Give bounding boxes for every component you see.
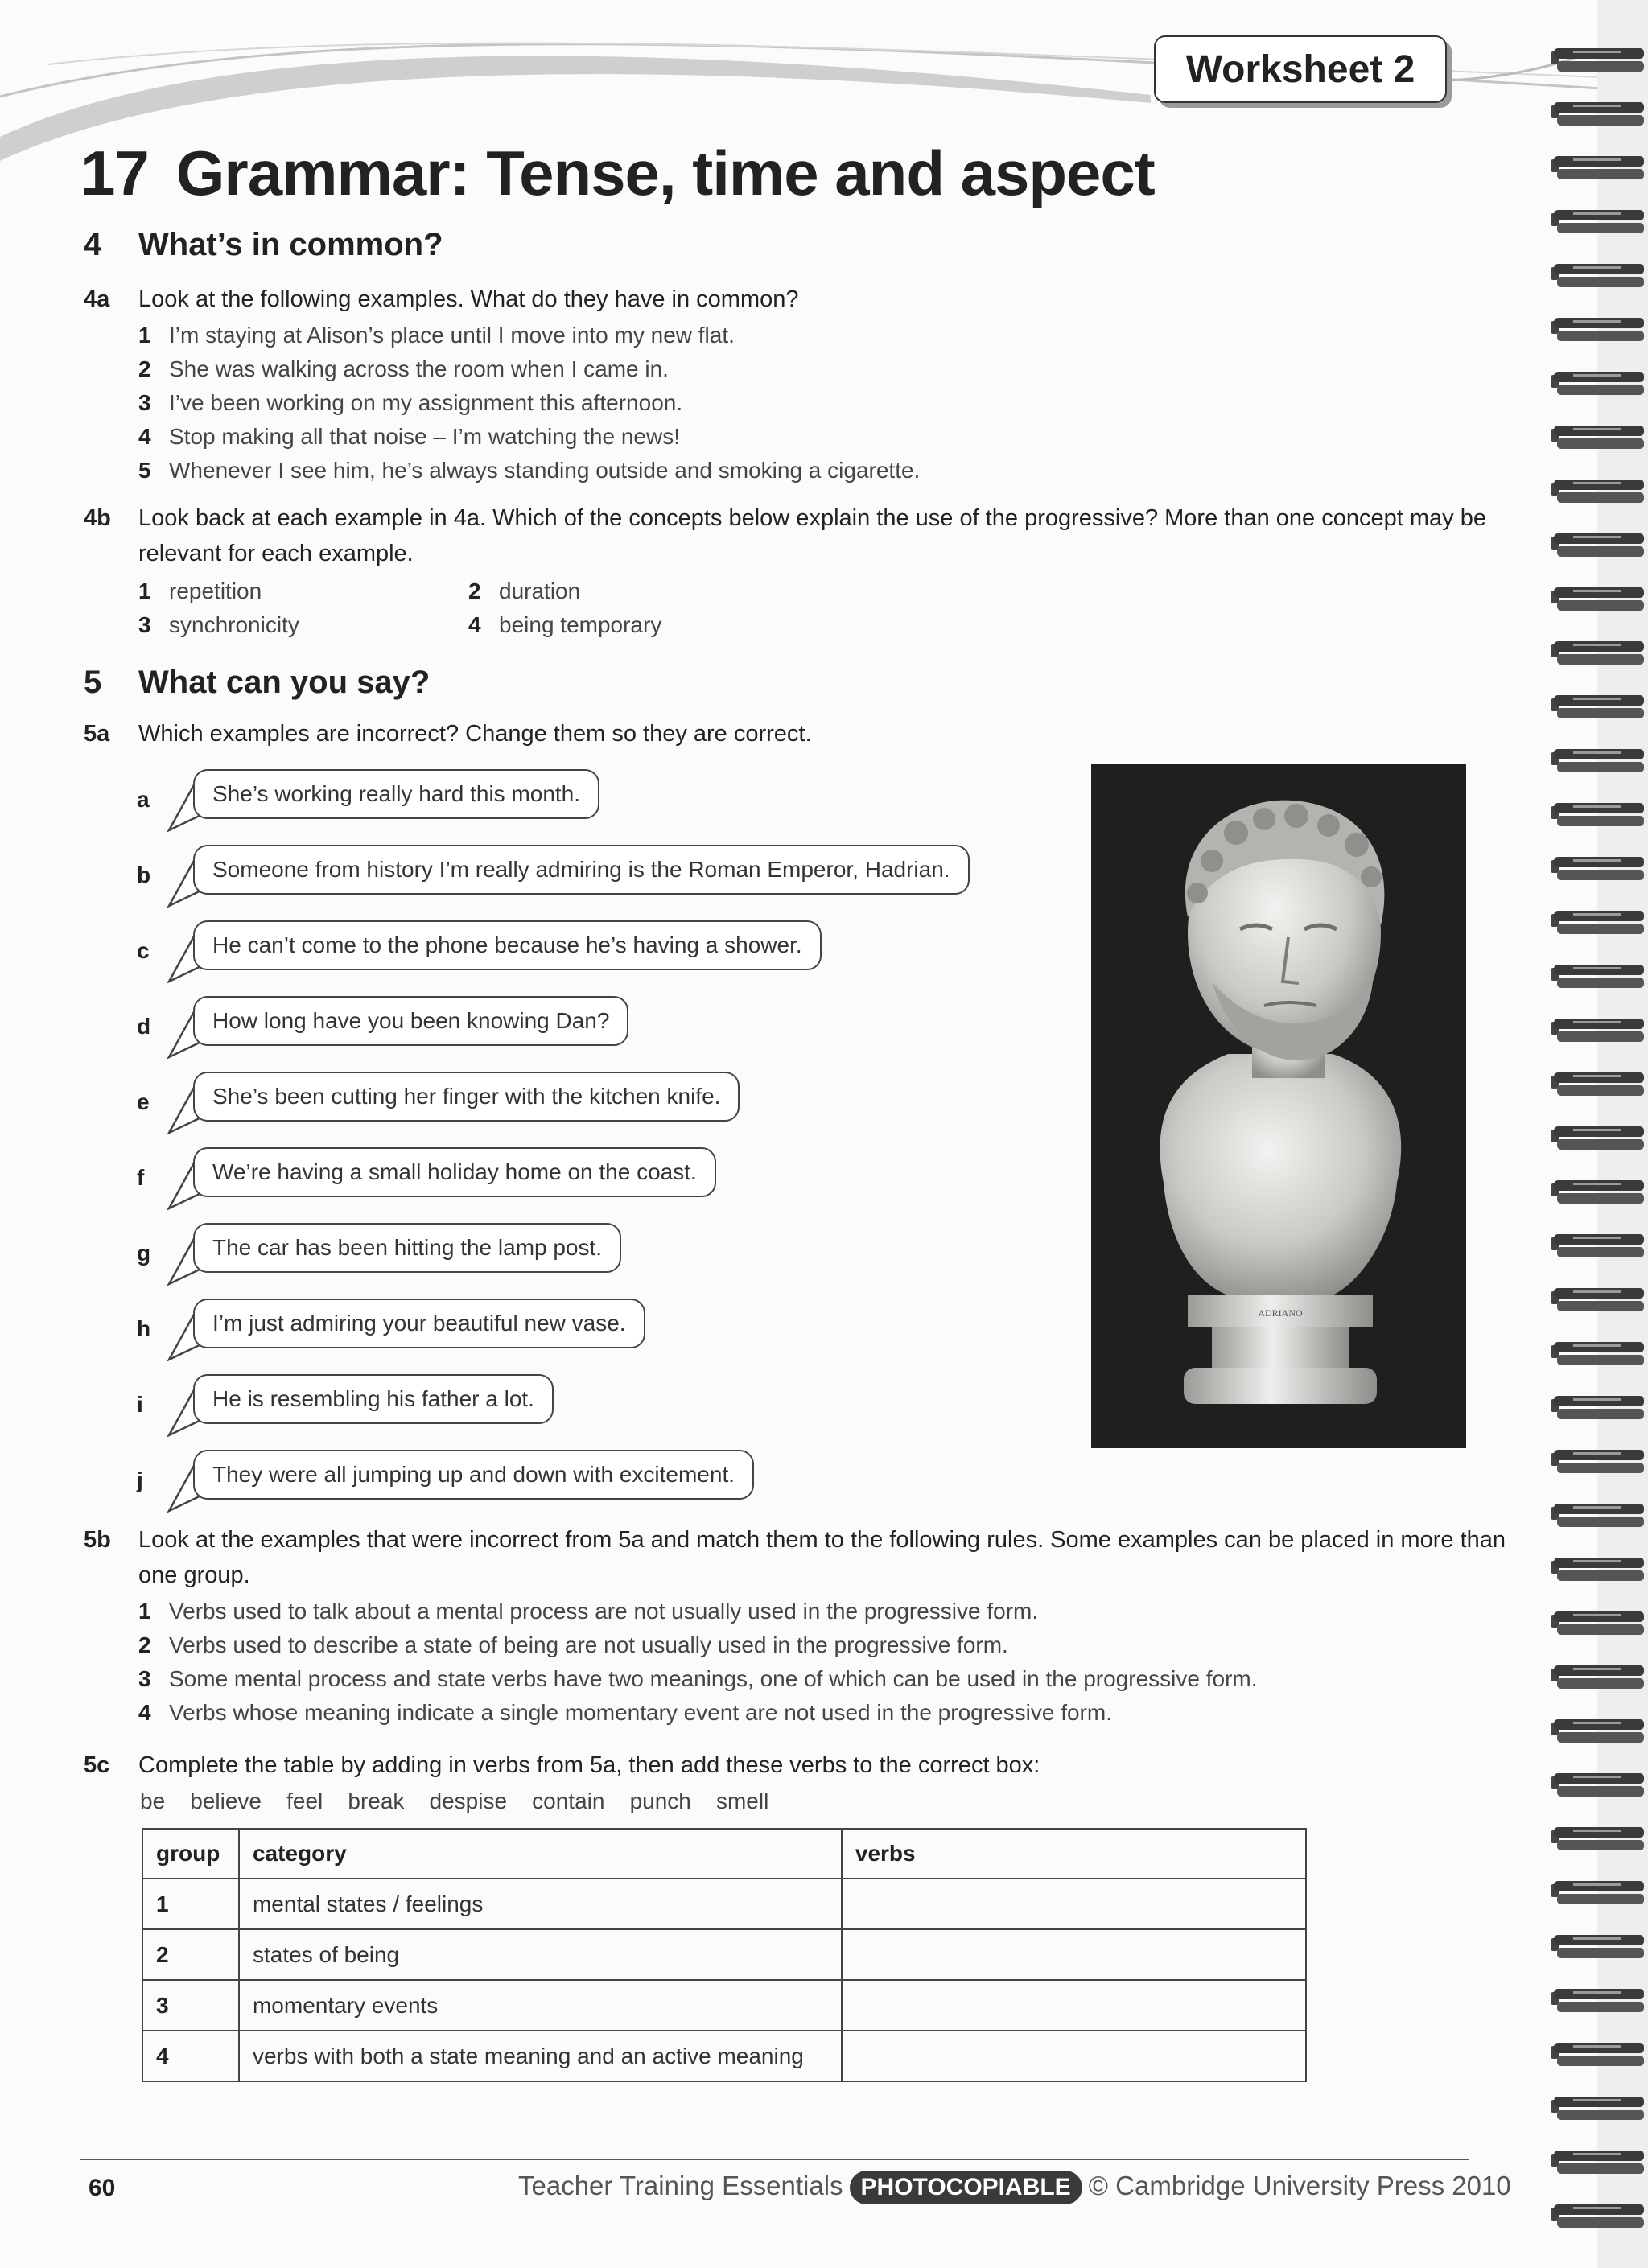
verbs-cell[interactable] bbox=[842, 1879, 1306, 1929]
item-letter: i bbox=[137, 1392, 143, 1417]
list-item bbox=[138, 420, 920, 454]
example-item bbox=[137, 1450, 1022, 1514]
example-item bbox=[137, 845, 1022, 909]
item-text: being temporary bbox=[499, 612, 662, 637]
category-cell: mental states / feelings bbox=[239, 1879, 842, 1929]
list-item bbox=[138, 1628, 1258, 1662]
question-number: 5a bbox=[84, 721, 110, 747]
example-item bbox=[137, 996, 1022, 1060]
verbs-cell[interactable] bbox=[842, 1929, 1306, 1980]
spiral-binding bbox=[1549, 0, 1648, 2268]
item-number: 4 bbox=[138, 424, 151, 449]
example-item bbox=[137, 1374, 1022, 1439]
group-cell: 3 bbox=[142, 1980, 239, 2031]
list-item bbox=[138, 352, 920, 386]
question-text: Which examples are incorrect? Change them so they are correct. bbox=[138, 721, 812, 747]
speech-bubble: We’re having a small holiday home on the coast. bbox=[193, 1147, 716, 1197]
table-row bbox=[142, 1879, 1306, 1929]
item-text: synchronicity bbox=[169, 612, 299, 637]
bust-illustration bbox=[1091, 764, 1466, 1448]
list-item bbox=[138, 1662, 1258, 1696]
item-letter: a bbox=[137, 787, 150, 812]
title-text: Grammar: Tense, time and aspect bbox=[175, 138, 1155, 208]
question-5b bbox=[84, 1522, 1522, 1593]
item-letter: j bbox=[137, 1467, 143, 1492]
list-item bbox=[138, 386, 920, 420]
list-item bbox=[138, 1595, 1258, 1628]
item-number: 4 bbox=[468, 612, 481, 637]
category-cell: verbs with both a state meaning and an active meaning bbox=[239, 2031, 842, 2081]
question-number: 4b bbox=[84, 505, 111, 531]
speech-bubble: They were all jumping up and down with excitement. bbox=[193, 1450, 754, 1500]
plinth-inscription: ADRIANO bbox=[1258, 1307, 1303, 1319]
item-letter: g bbox=[137, 1241, 151, 1266]
list-item bbox=[468, 574, 798, 608]
speech-bubble: She’s been cutting her finger with the kitchen knife. bbox=[193, 1072, 740, 1122]
item-number: 1 bbox=[138, 1599, 151, 1624]
item-text: Verbs used to talk about a mental process are not usually used in the progressive form. bbox=[169, 1599, 1039, 1624]
examples-4a bbox=[138, 319, 920, 488]
list-item bbox=[138, 454, 920, 488]
list-item bbox=[138, 319, 920, 352]
section-title: What’s in common? bbox=[138, 227, 443, 262]
list-row bbox=[138, 608, 798, 642]
item-number: 2 bbox=[468, 578, 481, 603]
item-number: 3 bbox=[138, 1666, 151, 1691]
verbs-table bbox=[142, 1828, 1307, 2082]
example-item bbox=[137, 1072, 1022, 1136]
item-letter: h bbox=[137, 1316, 151, 1341]
column-header: verbs bbox=[842, 1829, 1306, 1879]
item-text: She was walking across the room when I came in. bbox=[169, 356, 669, 381]
speech-bubble: The car has been hitting the lamp post. bbox=[193, 1223, 621, 1273]
example-item bbox=[137, 1147, 1022, 1212]
category-cell: states of being bbox=[239, 1929, 842, 1980]
speech-bubble: He is resembling his father a lot. bbox=[193, 1374, 554, 1424]
concepts-4b bbox=[138, 574, 798, 642]
speech-bubble: She’s working really hard this month. bbox=[193, 769, 599, 819]
example-item bbox=[137, 1299, 1022, 1363]
table-header-row bbox=[142, 1829, 1306, 1879]
item-text: Verbs used to describe a state of being are not usually used in the progressive form. bbox=[169, 1632, 1008, 1657]
rules-5b bbox=[138, 1595, 1258, 1730]
item-text: Stop making all that noise – I’m watching the news! bbox=[169, 424, 681, 449]
item-number: 3 bbox=[138, 612, 151, 637]
question-number: 5c bbox=[84, 1752, 110, 1778]
section-number: 4 bbox=[84, 227, 102, 262]
page-number: 60 bbox=[89, 2175, 116, 2201]
group-cell: 2 bbox=[142, 1929, 239, 1980]
copyright: © Cambridge University Press 2010 bbox=[1088, 2171, 1511, 2200]
speech-bubble: Someone from history I’m really admiring is the Roman Emperor, Hadrian. bbox=[193, 845, 970, 895]
footer-credit bbox=[518, 2171, 1511, 2204]
item-text: I’ve been working on my assignment this afternoon. bbox=[169, 390, 683, 415]
group-cell: 1 bbox=[142, 1879, 239, 1929]
item-text: Verbs whose meaning indicate a single momentary event are not used in the progressive form. bbox=[169, 1700, 1112, 1725]
example-item bbox=[137, 769, 1022, 834]
question-text: Look at the following examples. What do they have in common? bbox=[138, 286, 799, 312]
item-text: I’m staying at Alison’s place until I move into my new flat. bbox=[169, 323, 735, 348]
verbs-to-add: be believe feel break despise contain punch smell bbox=[140, 1788, 769, 1813]
book-title: Teacher Training Essentials bbox=[518, 2171, 843, 2200]
unit-number: 17 bbox=[80, 138, 149, 208]
question-text: Look at the examples that were incorrect from 5a and match them to the following rules. Some examples can be placed in more than one group. bbox=[138, 1527, 1506, 1588]
column-header: category bbox=[239, 1829, 842, 1879]
question-5c bbox=[84, 1747, 1522, 1783]
page-title bbox=[80, 137, 1155, 210]
verbs-cell[interactable] bbox=[842, 1980, 1306, 2031]
item-letter: e bbox=[137, 1089, 150, 1114]
category-cell: momentary events bbox=[239, 1980, 842, 2031]
list-item bbox=[138, 574, 468, 608]
item-letter: f bbox=[137, 1165, 145, 1190]
question-text: Complete the table by adding in verbs from 5a, then add these verbs to the correct box: bbox=[138, 1752, 1040, 1778]
item-number: 1 bbox=[138, 323, 151, 348]
item-number: 3 bbox=[138, 390, 151, 415]
section-number: 5 bbox=[84, 665, 102, 700]
list-item bbox=[468, 608, 798, 642]
item-text: repetition bbox=[169, 578, 262, 603]
table-row bbox=[142, 1929, 1306, 1980]
section-5-heading bbox=[84, 665, 430, 701]
item-number: 2 bbox=[138, 1632, 151, 1657]
item-text: Some mental process and state verbs have two meanings, one of which can be used in the progressive form. bbox=[169, 1666, 1258, 1691]
worksheet-label: Worksheet 2 bbox=[1154, 35, 1447, 103]
question-4b bbox=[84, 500, 1522, 571]
question-number: 5b bbox=[84, 1527, 111, 1553]
section-title: What can you say? bbox=[138, 665, 431, 700]
example-item bbox=[137, 1223, 1022, 1287]
list-row bbox=[138, 574, 798, 608]
question-number: 4a bbox=[84, 286, 110, 312]
question-4a bbox=[84, 282, 1522, 317]
photocopiable-badge: PHOTOCOPIABLE bbox=[850, 2171, 1082, 2204]
item-letter: d bbox=[137, 1014, 151, 1039]
footer-divider bbox=[80, 2159, 1469, 2160]
item-number: 5 bbox=[138, 458, 151, 483]
table-row bbox=[142, 1980, 1306, 2031]
speech-bubble: He can’t come to the phone because he’s having a shower. bbox=[193, 920, 822, 970]
verbs-cell[interactable] bbox=[842, 2031, 1306, 2081]
list-item bbox=[138, 1696, 1258, 1730]
question-text: Look back at each example in 4a. Which of the concepts below explain the use of the progressive? More than one concept may be relevant for each example. bbox=[138, 505, 1486, 566]
list-item bbox=[138, 608, 468, 642]
hadrian-bust-photo bbox=[1091, 764, 1466, 1448]
item-text: duration bbox=[499, 578, 581, 603]
item-number: 1 bbox=[138, 578, 151, 603]
item-number: 2 bbox=[138, 356, 151, 381]
question-5a bbox=[84, 716, 1522, 751]
item-number: 4 bbox=[138, 1700, 151, 1725]
table-row bbox=[142, 2031, 1306, 2081]
item-letter: c bbox=[137, 938, 150, 963]
example-item bbox=[137, 920, 1022, 985]
group-cell: 4 bbox=[142, 2031, 239, 2081]
speech-bubble: I’m just admiring your beautiful new vase. bbox=[193, 1299, 645, 1348]
section-4-heading bbox=[84, 227, 443, 263]
item-text: Whenever I see him, he’s always standing outside and smoking a cigarette. bbox=[169, 458, 921, 483]
item-letter: b bbox=[137, 862, 151, 887]
column-header: group bbox=[142, 1829, 239, 1879]
speech-bubble: How long have you been knowing Dan? bbox=[193, 996, 628, 1046]
